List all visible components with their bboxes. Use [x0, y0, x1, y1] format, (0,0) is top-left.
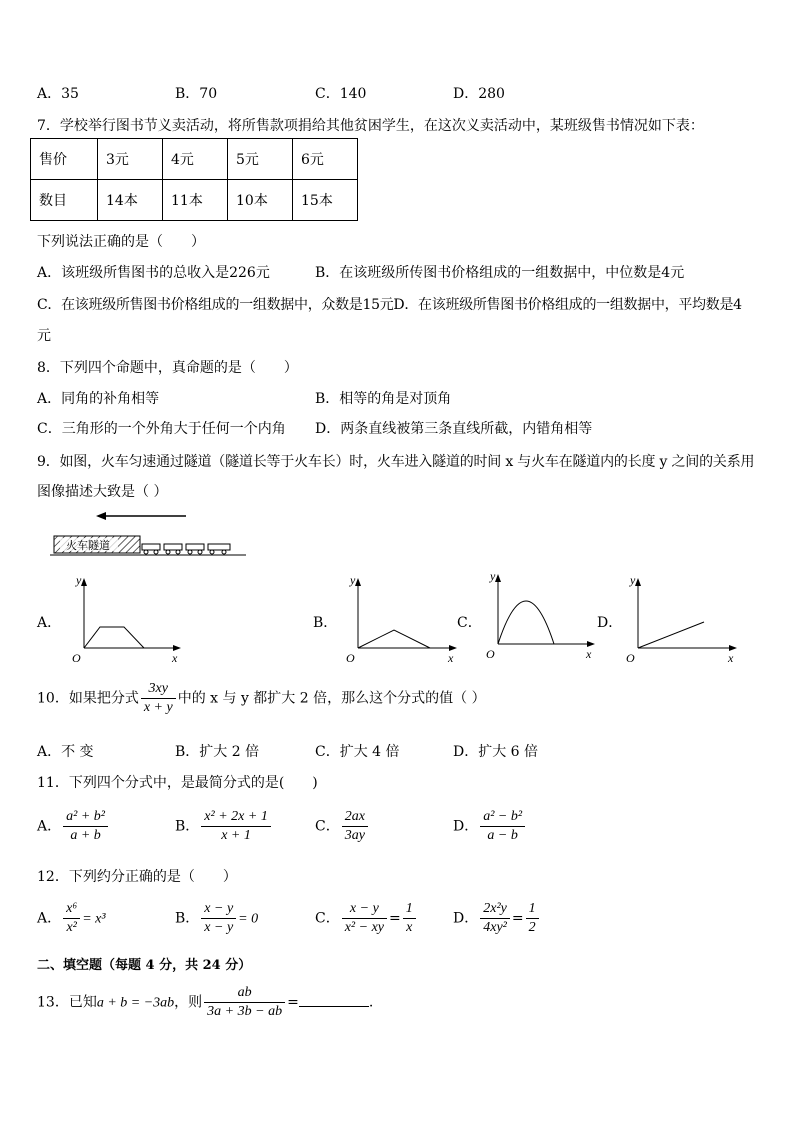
table-cell: 6元	[293, 139, 358, 180]
tunnel-label: 火车隧道	[66, 540, 110, 552]
x-axis-label: x	[728, 651, 734, 665]
q7-option-cd: C．在该班级所售图书价格组成的一组数据中，众数是15元D．在该班级所售图书价格组成的一组数据中，平均数是4	[37, 297, 742, 313]
table-cell: 10本	[228, 180, 293, 221]
q10-option-d: D．扩大 6 倍	[453, 744, 539, 760]
section-heading: 二、填空题（每题 4 分，共 24 分）	[37, 958, 252, 973]
q11-option-c	[315, 808, 370, 845]
fraction-numerator: 1	[528, 901, 536, 916]
table-row	[31, 180, 358, 221]
table-cell: 11本	[163, 180, 228, 221]
fraction-denominator: x²	[63, 918, 80, 937]
table-cell: 5元	[228, 139, 293, 180]
table-cell: 4元	[163, 139, 228, 180]
answer-blank[interactable]	[299, 992, 369, 1007]
origin-label: O	[346, 651, 355, 665]
fraction-numerator: a² − b²	[483, 809, 523, 824]
fraction-numerator: x − y	[349, 901, 379, 916]
q10-fraction	[141, 680, 176, 717]
q12-option-c	[315, 900, 418, 937]
table-cell: 售价	[31, 139, 98, 180]
table-cell: 14本	[98, 180, 163, 221]
fraction-denominator: x + y	[141, 698, 176, 717]
q7-option-a: A．该班级所售图书的总收入是226元	[37, 265, 270, 281]
fraction-denominator: a + b	[63, 826, 108, 845]
q9-graph-d	[620, 572, 744, 668]
equation-rhs: = 0	[238, 911, 259, 927]
fraction-numerator: x⁶	[66, 901, 78, 916]
equals-sign: =	[287, 994, 299, 1011]
option-label: A．	[37, 910, 62, 927]
q6-option-b: B．70	[175, 86, 218, 102]
fraction-denominator: x + 1	[201, 826, 271, 845]
y-axis-label: y	[76, 573, 82, 587]
fraction-numerator: ab	[237, 985, 252, 1000]
tunnel-illustration	[50, 508, 250, 560]
option-label: C．	[315, 818, 340, 835]
option-label: B．	[175, 910, 200, 927]
fraction-numerator: x − y	[204, 901, 234, 916]
q9-label-b: B．	[313, 615, 338, 631]
q9-stem-cont: 图像描述大致是（ ）	[37, 484, 168, 500]
q12-option-a	[37, 900, 106, 937]
fraction-denominator: 3ay	[342, 826, 368, 845]
fraction-numerator: 2x²y	[483, 901, 507, 916]
q9-label-a: A．	[37, 615, 62, 631]
q12-option-b	[175, 900, 258, 937]
q12-option-d	[453, 900, 541, 937]
fraction-denominator: x² − xy	[342, 918, 387, 937]
q13-end: .	[368, 994, 374, 1011]
fraction-denominator: x − y	[201, 918, 236, 937]
q7-question: 下列说法正确的是（ ）	[37, 234, 205, 250]
q9-graph-b	[340, 572, 462, 668]
fraction-numerator: 2ax	[344, 809, 365, 824]
x-axis-label: x	[448, 651, 454, 665]
fraction-numerator: x² + 2x + 1	[204, 809, 268, 824]
q13-mid: ，则	[174, 994, 203, 1011]
q8-stem: 8．下列四个命题中，真命题的是（ ）	[37, 360, 298, 376]
fraction-denominator: 4xy²	[480, 918, 510, 937]
origin-label: O	[72, 651, 81, 665]
fraction-numerator: 1	[405, 901, 413, 916]
q8-option-a: A．同角的补角相等	[37, 391, 160, 407]
q12-stem: 12．下列约分正确的是（ ）	[37, 869, 237, 885]
equals-sign: =	[511, 910, 524, 927]
fraction-denominator: a − b	[480, 826, 525, 845]
q7-price-table	[30, 138, 358, 221]
option-label: B．	[175, 818, 200, 835]
q10-stem	[37, 680, 486, 717]
q6-option-c: C．140	[315, 86, 367, 102]
q10-option-c: C．扩大 4 倍	[315, 744, 400, 760]
y-axis-label: y	[490, 569, 496, 583]
x-axis-label: x	[172, 651, 178, 665]
q10-suffix: 中的 x 与 y 都扩大 2 倍，那么这个分式的值（ ）	[177, 690, 486, 707]
q10-option-a: A．不 变	[37, 744, 94, 760]
fraction-denominator: 2	[526, 918, 539, 937]
arrow-head-icon	[96, 512, 106, 520]
q8-option-c: C．三角形的一个外角大于任何一个内角	[37, 421, 286, 437]
q7-stem: 7．学校举行图书节义卖活动，将所售款项捐给其他贫困学生，在这次义卖活动中，某班级售书情况如下表：	[37, 118, 704, 134]
table-row	[31, 139, 358, 180]
origin-label: O	[486, 647, 495, 661]
option-label: D．	[453, 818, 479, 835]
q11-option-a	[37, 808, 110, 845]
q9-stem: 9．如图，火车匀速通过隧道（隧道长等于火车长）时，火车进入隧道的时间 x 与火车在隧道内的长度 y 之间的关系用	[37, 454, 755, 470]
fraction-numerator: 3xy	[148, 681, 168, 696]
q7-option-cd-cont: 元	[37, 328, 51, 344]
fraction-numerator: a² + b²	[66, 809, 105, 824]
q6-option-a: A．35	[37, 86, 79, 102]
fraction-denominator: 3a + 3b − ab	[204, 1002, 285, 1021]
graph-curve	[84, 627, 144, 648]
fraction-denominator: x	[403, 918, 416, 937]
train-icon	[142, 544, 230, 554]
q11-option-b	[175, 808, 273, 845]
x-axis-label: x	[586, 647, 592, 661]
q7-option-b: B．在该班级所传图书价格组成的一组数据中，中位数是4元	[315, 265, 685, 281]
table-cell: 15本	[293, 180, 358, 221]
q9-graph-c	[480, 568, 600, 666]
q13-prefix: 13．已知	[37, 994, 97, 1011]
q11-option-d	[453, 808, 527, 845]
origin-label: O	[626, 651, 635, 665]
q13	[37, 984, 373, 1021]
q11-stem: 11．下列四个分式中，是最简分式的是( )	[37, 775, 318, 791]
table-cell: 3元	[98, 139, 163, 180]
y-axis-label: y	[630, 573, 636, 587]
option-label: A．	[37, 818, 62, 835]
q13-condition: a + b = −3ab	[96, 995, 175, 1011]
q9-label-c: C．	[457, 615, 482, 631]
q10-option-b: B．扩大 2 倍	[175, 744, 260, 760]
table-cell: 数目	[31, 180, 98, 221]
graph-curve	[498, 601, 554, 644]
q10-prefix: 10．如果把分式	[37, 690, 139, 707]
q9-label-d: D．	[597, 615, 623, 631]
graph-curve	[638, 622, 704, 648]
option-label: D．	[453, 910, 479, 927]
equation-rhs: = x³	[82, 911, 106, 927]
graph-curve	[358, 630, 430, 648]
q8-option-b: B．相等的角是对顶角	[315, 391, 452, 407]
q8-option-d: D．两条直线被第三条直线所截，内错角相等	[315, 421, 593, 437]
equals-sign: =	[389, 910, 401, 927]
option-label: C．	[315, 910, 340, 927]
q9-graph-a	[66, 572, 186, 668]
y-axis-label: y	[350, 573, 356, 587]
q6-option-d: D．280	[453, 86, 505, 102]
